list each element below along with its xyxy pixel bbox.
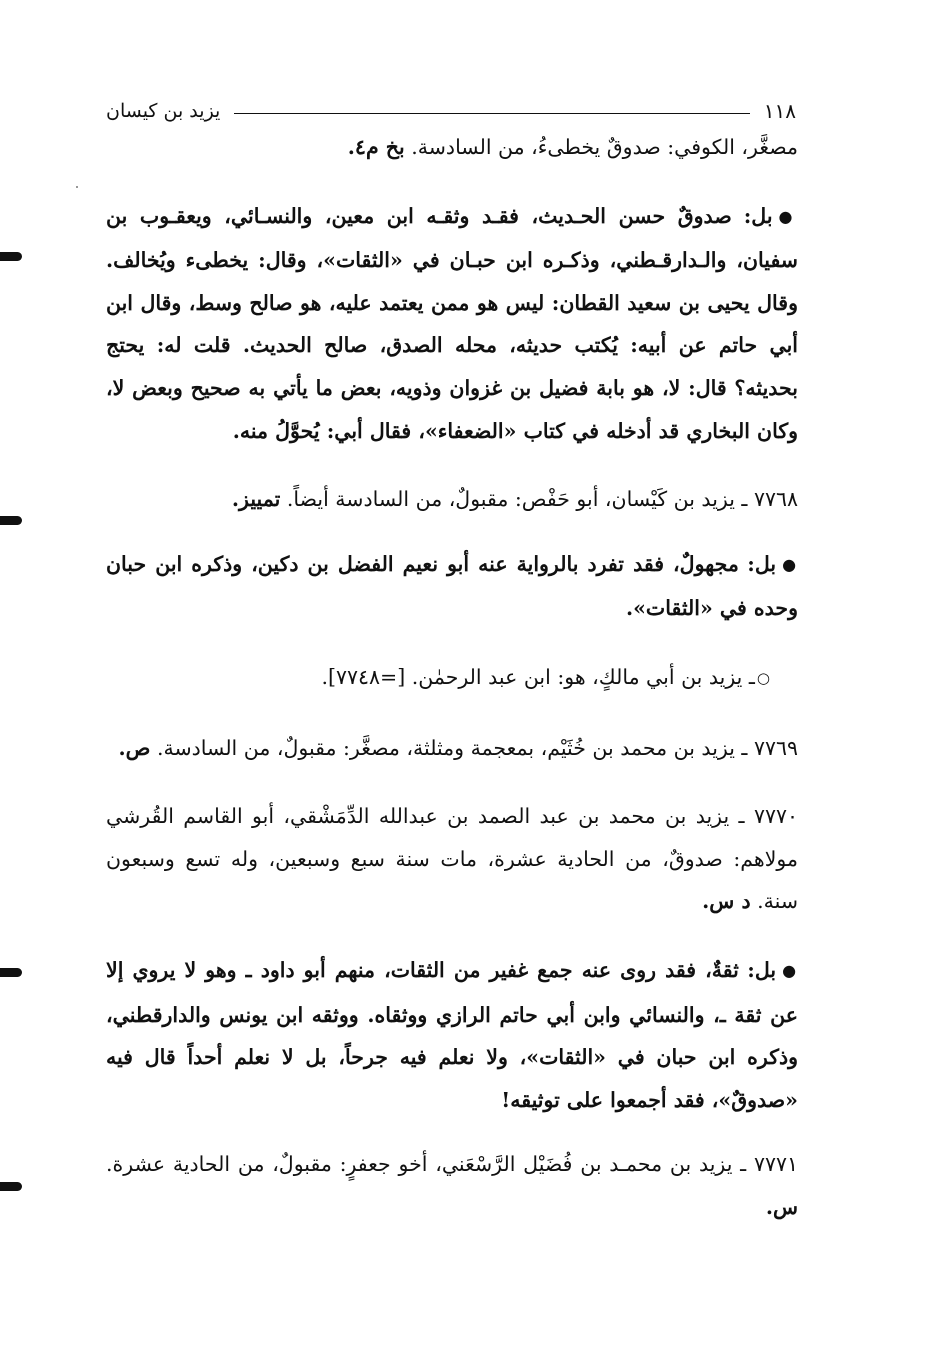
margin-tab — [0, 252, 22, 261]
source-code: بخ م٤. — [347, 135, 405, 159]
margin-tab — [0, 1182, 22, 1191]
commentary-lead: بل: — [747, 957, 777, 982]
bullet-icon: ● — [782, 554, 798, 574]
circle-icon: ○ — [756, 668, 770, 687]
commentary-lead: بل: — [747, 551, 777, 576]
page-body — [106, 126, 798, 1228]
source-code: د س. — [702, 889, 751, 914]
scan-speck — [76, 186, 78, 188]
entry-7771: ٧٧٧١ ـ يزيد بن محمـد بن فُضَيْل الرَّسْعَني، أخو جعفرٍ: مقبولٌ، من الحادية عشرة. س. — [106, 1152, 798, 1219]
bullet-icon: ● — [782, 960, 798, 980]
commentary-text: صدوقٌ حسن الحـديث، فقـد وثقـه ابن معين، والنسـائي، ويعقـوب بن سفيان، والـدارقـطني، وذكـره ابن حبـان في «الثقات»، وقال: يخطىء ويُخالف. وقال يحيى بن سعيد القطان: ليس هو ممن يعتمد عليه، هو صالح وسط، وقال ابن أبي حاتم عن أبيه: يُكتب حديثه، محله الصدق، صالح الحديث. قلت له: يحتج بحديثه؟ قال: لا، هو بابة فضيل بن غزوان وذويه، بعض ما يأتي به صحيح وبعض لا، وكان البخاري قد أدخله في كتاب «الضعفاء»، فقال أبي: يُحوَّلُ منه. — [106, 203, 798, 443]
entry-7768: ٧٧٦٨ ـ يزيد بن كَيْسان، أبو حَفْص: مقبولٌ، من السادسة أيضاً. تمييز. — [231, 487, 798, 512]
commentary-text: مجهولٌ، فقد تفرد بالرواية عنه أبو نعيم الفضل بن دكين، وذكره ابن حبان وحده في «الثقات». — [106, 551, 798, 621]
running-header — [106, 96, 796, 126]
commentary-lead: بل: — [743, 203, 773, 228]
commentary-paragraph — [106, 195, 798, 453]
page-number: ١١٨ — [763, 99, 796, 123]
entry-7770: ٧٧٧٠ ـ يزيد بن محمد بن عبد الصمد بن عبدالله الدِّمَشْقي، أبو القاسم القُرشي مولاهم: صدوقٌ، من الحادية عشرة، مات سنة سبع وسبعين، وله تسع وسبعون سنة. د س. — [106, 804, 798, 914]
margin-tab — [0, 516, 22, 525]
commentary-paragraph — [106, 543, 798, 630]
margin-tab — [0, 968, 22, 977]
source-code: ص. — [118, 735, 151, 760]
cross-reference-entry: ○ـ يزيد بن أبي مالكٍ، هو: ابن عبد الرحمٰن. [=٧٧٤٨]. — [321, 664, 770, 689]
source-code: تمييز. — [231, 487, 281, 512]
entry-7769: ٧٧٦٩ ـ يزيد بن محمد بن خُثَيْم، بمعجمة ومثلثة، مصغَّر: مقبولٌ، من السادسة. ص. — [118, 735, 798, 760]
header-rule — [234, 113, 749, 114]
commentary-text: ثقةٌ، فقد روى عنه جمع غفير من الثقات، منهم أبو داود ـ وهو لا يروي إلا عن ثقة ـ، والنسائي وابن أبي حاتم الرازي ووثقاه. ووثقه ابن يونس والدارقطني، وذكره ابن حبان في «الثقات»، ولا نعلم فيه جرحاً، بل لا نعلم أحداً قال فيه «صدوقٌ»، فقد أجمعوا على توثيقه! — [106, 957, 798, 1112]
commentary-paragraph — [106, 949, 798, 1121]
header-title: يزيد بن كيسان — [106, 100, 221, 122]
entry-continuation: مصغَّر، الكوفي: صدوقٌ يخطىءُ، من السادسة. بخ م٤. — [347, 135, 798, 159]
source-code: س. — [765, 1194, 798, 1219]
bullet-icon: ● — [778, 206, 798, 226]
